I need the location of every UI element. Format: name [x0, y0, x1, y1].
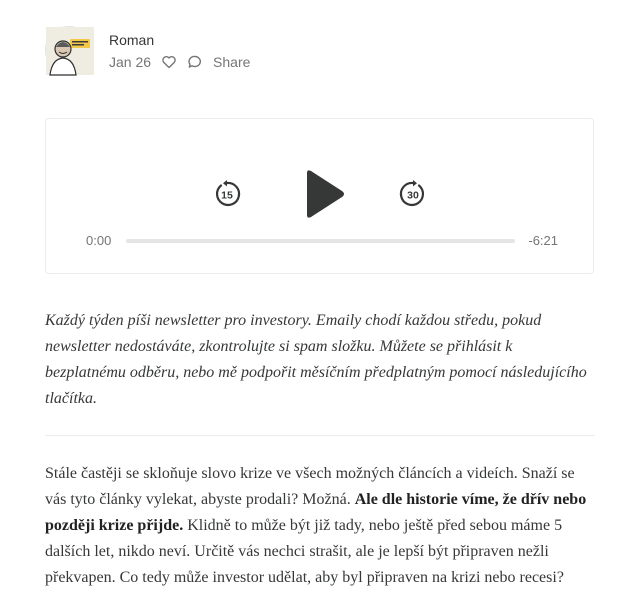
audio-player	[45, 118, 594, 274]
play-icon	[302, 169, 346, 219]
author-name[interactable]: Roman	[109, 32, 155, 48]
share-button[interactable]: Share	[213, 54, 251, 70]
body-text-bold: Ale dle historie víme, že dřív nebo později krize přijde.	[45, 491, 587, 534]
forward-seconds: 30	[407, 189, 419, 202]
intro-paragraph: Každý týden píši newsletter pro investory. Emaily chodí každou středu, pokud newsletter nedostáváte, zkontrolujte si spam složku. Můžete se přihlásit k bezplatnému odběru, nebo mě podpořit měsíčním předplatným pomocí následujícího tlačítka.	[45, 312, 587, 407]
comment-icon[interactable]	[187, 54, 203, 70]
avatar-image	[46, 27, 94, 75]
body-text-part-2: Klidně to může být již tady, nebo ještě před sebou máme 5 dalších let, nikdo neví. Určitě vás nechci strašit, ale je lepší být připraven nežli překvapen. Co tedy může investor udělat, aby byl připraven na krizi nebo recesi?	[45, 517, 564, 586]
forward-30-icon[interactable]	[398, 179, 428, 209]
rewind-15-icon[interactable]	[212, 179, 242, 209]
current-time: 0:00	[86, 233, 112, 248]
progress-bar[interactable]	[126, 239, 515, 243]
play-button[interactable]	[302, 169, 346, 219]
post-date: Jan 26	[109, 54, 152, 70]
remaining-time: -6:21	[528, 233, 558, 248]
body-text-part-1: Stále častěji se skloňuje slovo krize ve všech možných článcích a videích. Snaží se vás tyto články vylekat, abyste prodali? Možná.	[45, 465, 575, 508]
heart-icon[interactable]	[161, 54, 177, 70]
post-header	[45, 26, 605, 76]
rewind-seconds: 15	[221, 189, 233, 202]
post-meta	[109, 53, 251, 71]
divider	[45, 435, 595, 436]
body-paragraph	[45, 461, 598, 591]
avatar[interactable]	[45, 26, 93, 74]
